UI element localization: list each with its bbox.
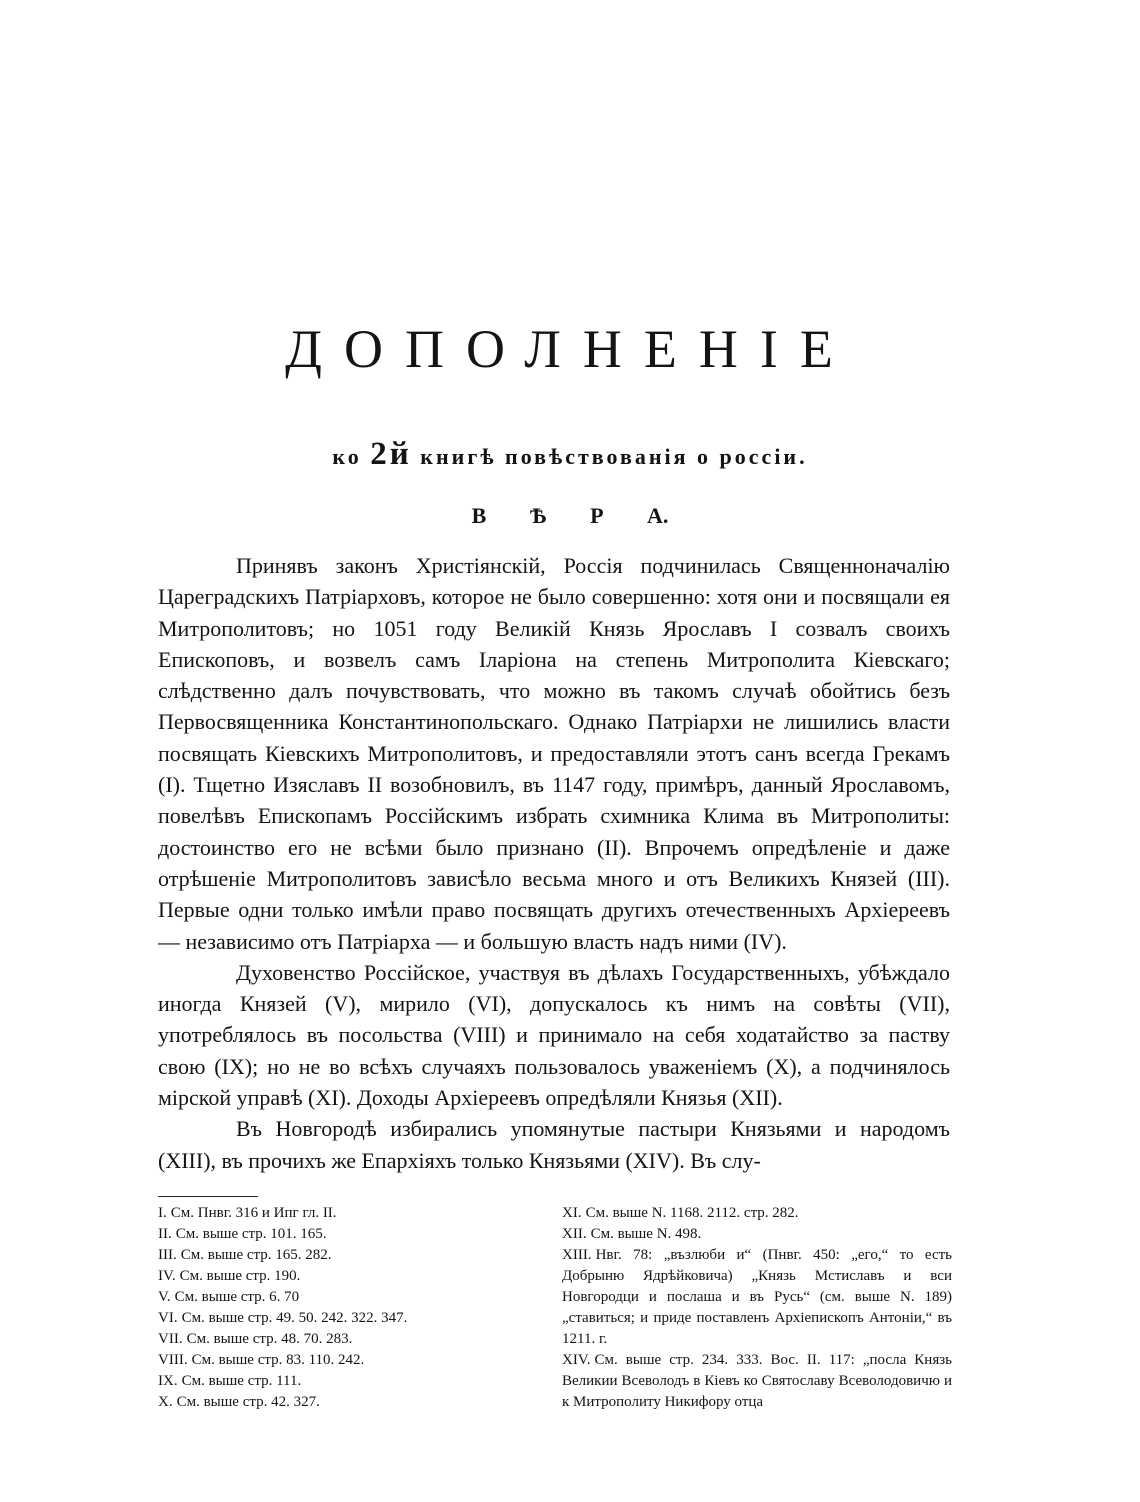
- footnote: VIII. См. выше стр. 83. 110. 242.: [158, 1352, 365, 1368]
- subtitle-number: 2й: [370, 436, 412, 472]
- footnote: III. См. выше стр. 165. 282.: [158, 1247, 332, 1263]
- paragraph-3: Въ Новгородѣ избирались упомянутые пастыри Князьями и народомъ (XIII), въ прочихъ же Епархіяхъ только Князьями (XIV). Въ слу-: [158, 1116, 950, 1173]
- footnote: I. См. Пнвг. 316 и Ипг гл. II.: [158, 1205, 337, 1221]
- footnote: X. См. выше стр. 42. 327.: [158, 1394, 320, 1410]
- footnote: XIV. См. выше стр. 234. 333. Вос. II. 117: „посла Князь Великии Всеволодъ в Кіевъ ко Святославу Всеволодовичю и к Митрополиту Никифору отца: [562, 1352, 952, 1410]
- footnote: XIII. Нвг. 78: „възлюби и“ (Пнвг. 450: „его,“ то есть Добрыню Ядрѣйковича) „Князь Мстиславъ и вси Новгородци и послаша и въ Русь“ (см. выше N. 189) „ставиться; и приде поставленъ Архіепископъ Антоніи,“ въ 1211. г.: [562, 1247, 952, 1347]
- footnote: IV. См. выше стр. 190.: [158, 1268, 301, 1284]
- subtitle: [0, 436, 1140, 473]
- subtitle-prefix: ко: [332, 444, 362, 469]
- footnote: IX. См. выше стр. 111.: [158, 1373, 302, 1389]
- footnote: VII. См. выше стр. 48. 70. 283.: [158, 1331, 353, 1347]
- body-text: [158, 550, 950, 1176]
- paragraph-1: Принявъ законъ Христіянскій, Россія подчинилась Священноначалію Цареградскихъ Патріарховъ, которое не было совершенно: хотя они и посвящали ея Митрополитовъ; но 1051 году Великій Князь Ярославъ I созвалъ своихъ Епископовъ, и возвелъ самъ Іларіона на степень Митрополита Кіевскаго; слѣдственно далъ почувствовать, что можно въ такомъ случаѣ обойтись безъ Первосвященника Константинопольскаго. Однако Патріархи не лишились власти посвящать Кіевскихъ Митрополитовъ, и предоставляли этотъ санъ всегда Грекамъ (I). Тщетно Изяславъ II возобновилъ, въ 1147 году, примѣръ, данный Ярославомъ, повелѣвъ Епископамъ Россійскимъ избрать схимника Клима въ Митрополиты: достоинство его не всѣми было признано (II). Впрочемъ опредѣленіе и даже отрѣшеніе Митрополитовъ зависѣло весьма много и отъ Великихъ Князей (III). Первые одни только имѣли право посвящать другихъ отечественныхъ Архіереевъ — независимо отъ Патріарха — и большую власть надъ ними (IV).: [158, 553, 950, 954]
- footnotes-right: [562, 1203, 952, 1413]
- footnote: XI. См. выше N. 1168. 2112. стр. 282.: [562, 1205, 799, 1221]
- footnotes-left: [158, 1203, 538, 1413]
- section-title: В Ѣ Р А.: [471, 503, 669, 528]
- subtitle-text: книгѣ повѣствованія о россіи.: [420, 444, 808, 469]
- paragraph-2: Духовенство Россійское, участвуя въ дѣлахъ Государственныхъ, убѣждало иногда Князей (V), мирило (VI), допускалось къ нимъ на совѣты (VII), употреблялось въ посольства (VIII) и принимало на себя ходатайство за паству свою (IX); но не во всѣхъ случаяхъ пользовалось уваженіемъ (X), а подчинялось мірской управѣ (XI). Доходы Архіереевъ опредѣляли Князья (XII).: [158, 959, 950, 1111]
- page-title: ДОПОЛНЕНІЕ: [285, 319, 855, 379]
- footnote: II. См. выше стр. 101. 165.: [158, 1226, 327, 1242]
- footnote: VI. См. выше стр. 49. 50. 242. 322. 347.: [158, 1310, 408, 1326]
- footnote: V. См. выше стр. 6. 70: [158, 1289, 300, 1305]
- footnote-divider: [158, 1196, 258, 1197]
- footnote: XII. См. выше N. 498.: [562, 1226, 702, 1242]
